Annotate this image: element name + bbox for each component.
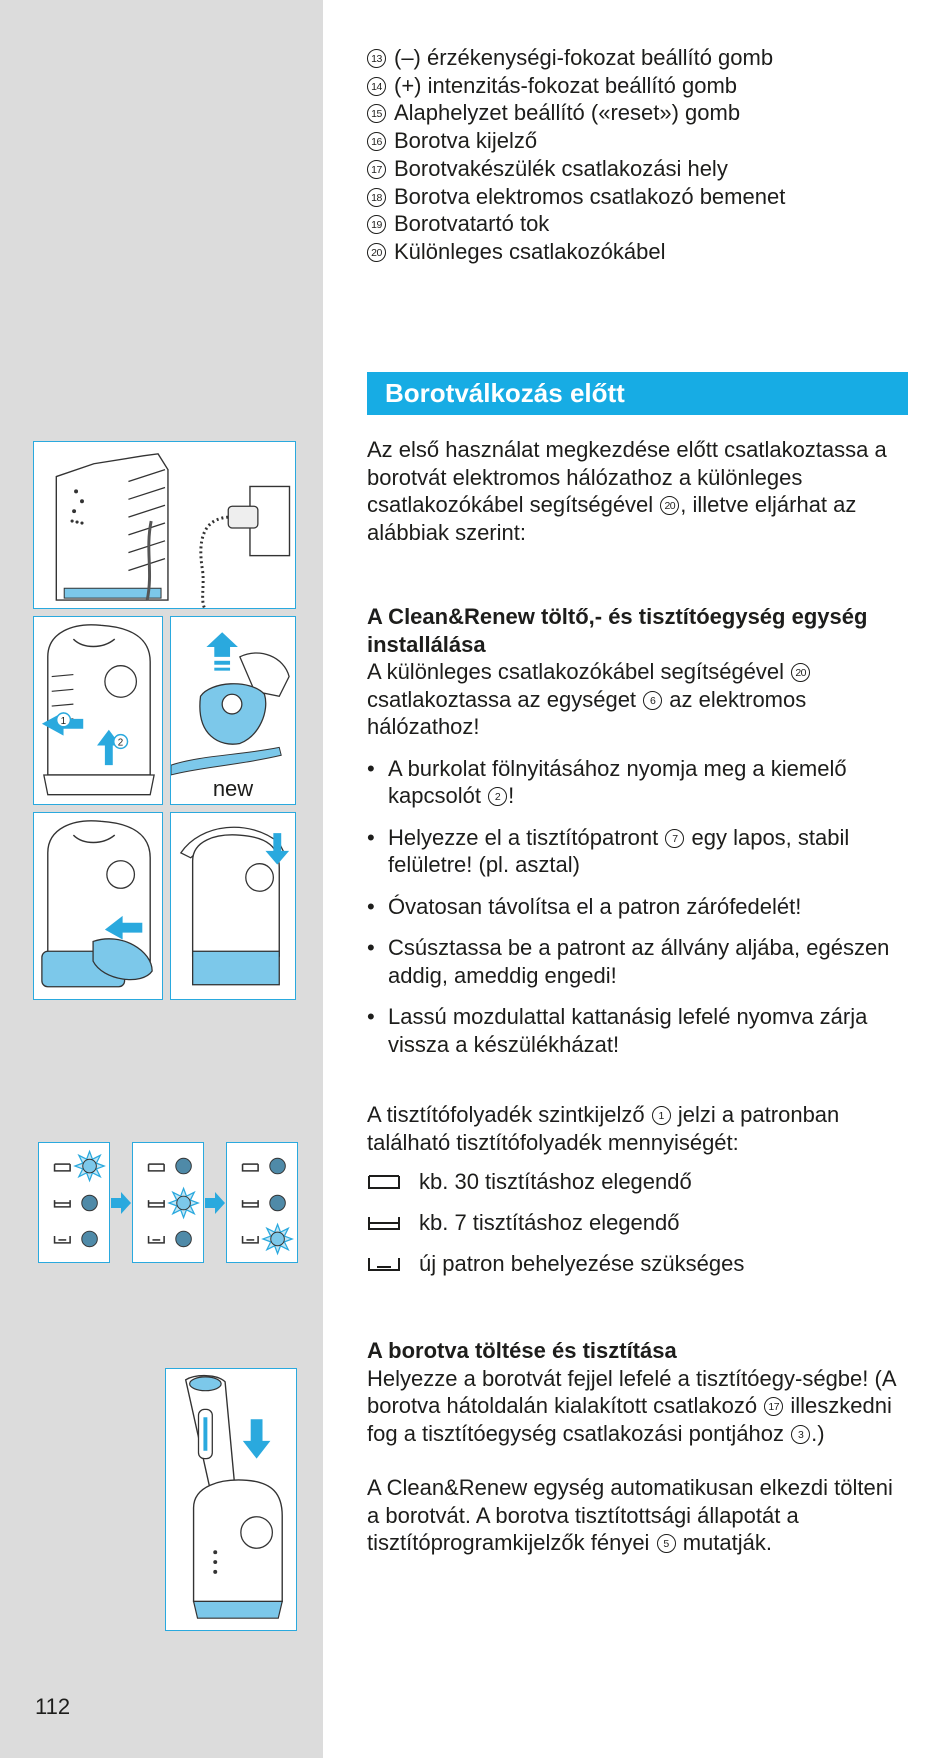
ref-number: 20 xyxy=(791,663,810,682)
level-medium-icon xyxy=(367,1213,401,1233)
legend-text: Borotva elektromos csatlakozó bemenet xyxy=(394,183,786,209)
legend-item xyxy=(367,127,927,155)
charge-heading: A borotva töltése és tisztítása xyxy=(367,1338,677,1363)
charge-section xyxy=(367,1337,909,1557)
ref-number: 14 xyxy=(367,77,386,96)
level-empty-icon xyxy=(367,1254,401,1274)
figure-level-medium xyxy=(132,1142,204,1263)
legend-item xyxy=(367,44,927,72)
ref-number: 13 xyxy=(367,49,386,68)
charge-paragraph-2: A Clean&Renew egység automatikusan elkezdi tölteni a borotvát. A borotva tisztítottsági állapotát a tisztítóprogramkijelzők fényei 5 mutatják. xyxy=(367,1475,893,1555)
ref-number: 16 xyxy=(367,132,386,151)
figure-open-housing xyxy=(33,616,163,805)
legend-item xyxy=(367,238,927,266)
legend-text: (–) érzékenységi-fokozat beállító gomb xyxy=(394,45,774,70)
section-heading-banner: Borotválkozás előtt xyxy=(367,372,908,415)
ref-number: 3 xyxy=(791,1425,810,1444)
arrow-right-icon xyxy=(111,1192,131,1214)
level-row-medium: kb. 7 tisztításhoz elegendő xyxy=(367,1209,909,1237)
figure-caption-new: new xyxy=(212,776,254,801)
install-heading: A Clean&Renew töltő,- és tisztítóegység egység installálása xyxy=(367,604,868,657)
figure-close-housing xyxy=(170,812,296,1000)
ref-number: 5 xyxy=(657,1534,676,1553)
ref-number: 7 xyxy=(665,829,684,848)
figure-level-empty xyxy=(226,1142,298,1263)
legend-text: Különleges csatlakozókábel xyxy=(394,238,666,264)
parts-legend xyxy=(367,44,927,266)
ref-number: 19 xyxy=(367,215,386,234)
install-steps xyxy=(367,755,909,1059)
ref-number: 6 xyxy=(643,691,662,710)
ref-number: 17 xyxy=(764,1397,783,1416)
list-item: • Lassú mozdulattal kattanásig lefelé nyomva zárja vissza a készülékházat! xyxy=(367,1003,909,1058)
legend-text: Borotvakészülék csatlakozási hely xyxy=(394,155,728,181)
level-section xyxy=(367,1101,909,1291)
figure-shaver-insert xyxy=(165,1368,297,1631)
intro-block xyxy=(367,436,909,546)
list-item: • Óvatosan távolítsa el a patron zárófedelét! xyxy=(367,893,909,921)
ref-number: 15 xyxy=(367,104,386,123)
legend-item xyxy=(367,99,927,127)
list-item: • A burkolat fölnyitásához nyomja meg a kiemelő kapcsolót 2 ! xyxy=(367,755,909,810)
ref-number: 17 xyxy=(367,160,386,179)
ref-number: 20 xyxy=(660,496,679,515)
figure-cartridge-lid xyxy=(170,616,296,805)
legend-item xyxy=(367,155,927,183)
svg-text:2: 2 xyxy=(117,737,124,749)
legend-text: Borotva kijelző xyxy=(394,128,538,154)
intro-paragraph: Az első használat megkezdése előtt csatlakoztassa a borotvát elektromos hálózathoz a különleges csatlakozókábel segítségével 20 , illetve eljárhat az alábbiak szerint: xyxy=(367,437,887,545)
svg-text:1: 1 xyxy=(60,715,67,727)
legend-item xyxy=(367,183,927,211)
legend-text: Alaphelyzet beállító («reset») gomb xyxy=(394,100,741,126)
ref-number: 2 xyxy=(488,787,507,806)
ref-number: 18 xyxy=(367,188,386,207)
level-paragraph: A tisztítófolyadék szintkijelző 1 jelzi a patronban található tisztítófolyadék mennyiségét: xyxy=(367,1102,840,1155)
ref-number: 1 xyxy=(652,1106,671,1125)
arrow-right-icon xyxy=(205,1192,225,1214)
legend-item xyxy=(367,210,927,238)
figure-level-full xyxy=(38,1142,110,1263)
level-row-empty: új patron behelyezése szükséges xyxy=(367,1250,909,1278)
level-row-full: kb. 30 tisztításhoz elegendő xyxy=(367,1168,909,1196)
charge-paragraph-1: Helyezze a borotvát fejjel lefelé a tisztítóegy-ségbe! (A borotva hátoldalán kialakított csatlakozó 17 illeszkedni fog a tisztítóegység csatlakozási pontjához 3 .) xyxy=(367,1365,896,1446)
list-item: • Csúsztassa be a patront az állvány aljába, egészen addig, ameddig engedi! xyxy=(367,934,909,989)
figure-insert-cartridge xyxy=(33,812,163,1000)
list-item: • Helyezze el a tisztítópatront 7 egy lapos, stabil felületre! (pl. asztal) xyxy=(367,824,909,879)
figure-unit-plugged-in xyxy=(33,441,296,609)
install-paragraph: A különleges csatlakozókábel segítségével 20 csatlakoztassa az egységet 6 az elektromos hálózathoz! xyxy=(367,658,909,741)
legend-text: Borotvatartó tok xyxy=(394,211,550,237)
ref-number: 20 xyxy=(367,243,386,262)
install-section xyxy=(367,603,909,1072)
level-full-icon xyxy=(367,1172,401,1192)
legend-text: (+) intenzitás-fokozat beállító gomb xyxy=(394,72,738,98)
legend-item xyxy=(367,72,927,100)
page-number: 112 xyxy=(35,1694,71,1719)
